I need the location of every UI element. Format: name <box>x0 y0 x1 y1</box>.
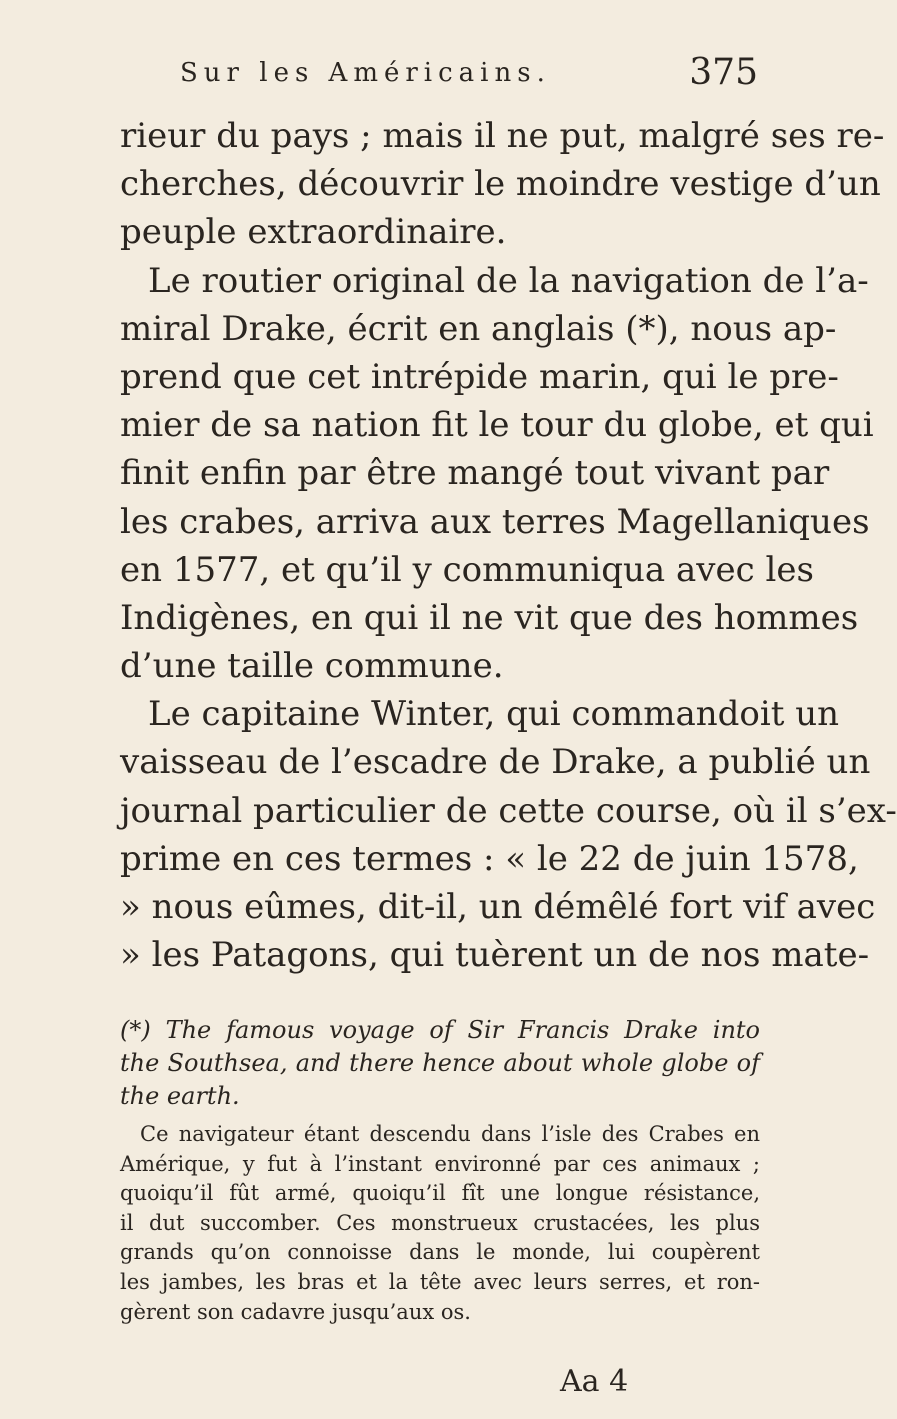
main-text <box>120 112 897 979</box>
page-number: 375 <box>689 52 758 93</box>
text-line: miral Drake, écrit en anglais (*), nous ap- <box>120 308 837 349</box>
text-line: finit enfin par être mangé tout vivant par <box>120 453 830 494</box>
text-line: peuple extraordinaire. <box>120 212 507 253</box>
footnote-english-line: the earth. <box>120 1082 240 1110</box>
footnote-line: grands qu’on connoisse dans le monde, lui coupèrent <box>120 1240 760 1265</box>
text-line: Le capitaine Winter, qui commandoit un <box>148 694 840 735</box>
footnote-line: Amérique, y fut à l’instant environné par ces animaux ; <box>120 1151 760 1176</box>
text-line: prime en ces termes : « le 22 de juin 1578, <box>120 838 859 879</box>
footnote-line: les jambes, les bras et la tête avec leurs serres, et ron- <box>120 1269 760 1294</box>
text-line: en 1577, et qu’il y communiqua avec les <box>120 549 814 590</box>
footnote-english-line: the Southsea, and there hence about whole globe of <box>120 1049 760 1077</box>
text-line: Le routier original de la navigation de l’a- <box>148 260 869 301</box>
footnote-block <box>120 1014 760 1327</box>
text-line: vaisseau de l’escadre de Drake, a publié un <box>120 742 871 783</box>
text-line: mier de sa nation fit le tour du globe, et qui <box>120 405 874 446</box>
text-line: d’une taille commune. <box>120 646 504 687</box>
text-line: Indigènes, en qui il ne vit que des hommes <box>120 597 859 638</box>
footnote-line: il dut succomber. Ces monstrueux crustacées, les plus <box>120 1210 760 1235</box>
text-line: journal particulier de cette course, où il s’ex- <box>120 790 897 831</box>
text-line: les crabes, arriva aux terres Magellaniques <box>120 501 870 542</box>
text-line: prend que cet intrépide marin, qui le pre- <box>120 356 839 397</box>
footnote-line: quoiqu’il fût armé, quoiqu’il fît une longue résistance, <box>120 1181 760 1206</box>
text-line: » nous eûmes, dit-il, un démêlé fort vif avec <box>120 887 876 927</box>
footnote-english-line: (*) The famous voyage of Sir Francis Drake into <box>120 1016 760 1044</box>
text-line: » les Patagons, qui tuèrent un de nos mate- <box>120 935 870 976</box>
footnote-line: gèrent son cadavre jusqu’aux os. <box>120 1299 471 1324</box>
text-line: rieur du pays ; mais il ne put, malgré ses re- <box>120 116 885 156</box>
footnote-line: Ce navigateur étant descendu dans l’isle des Crabes en <box>140 1122 760 1146</box>
page-header <box>180 52 758 102</box>
running-head: Sur les Américains. <box>180 58 551 88</box>
text-line: cherches, découvrir le moindre vestige d’un <box>120 164 881 205</box>
printer-signature: Aa 4 <box>560 1364 629 1399</box>
